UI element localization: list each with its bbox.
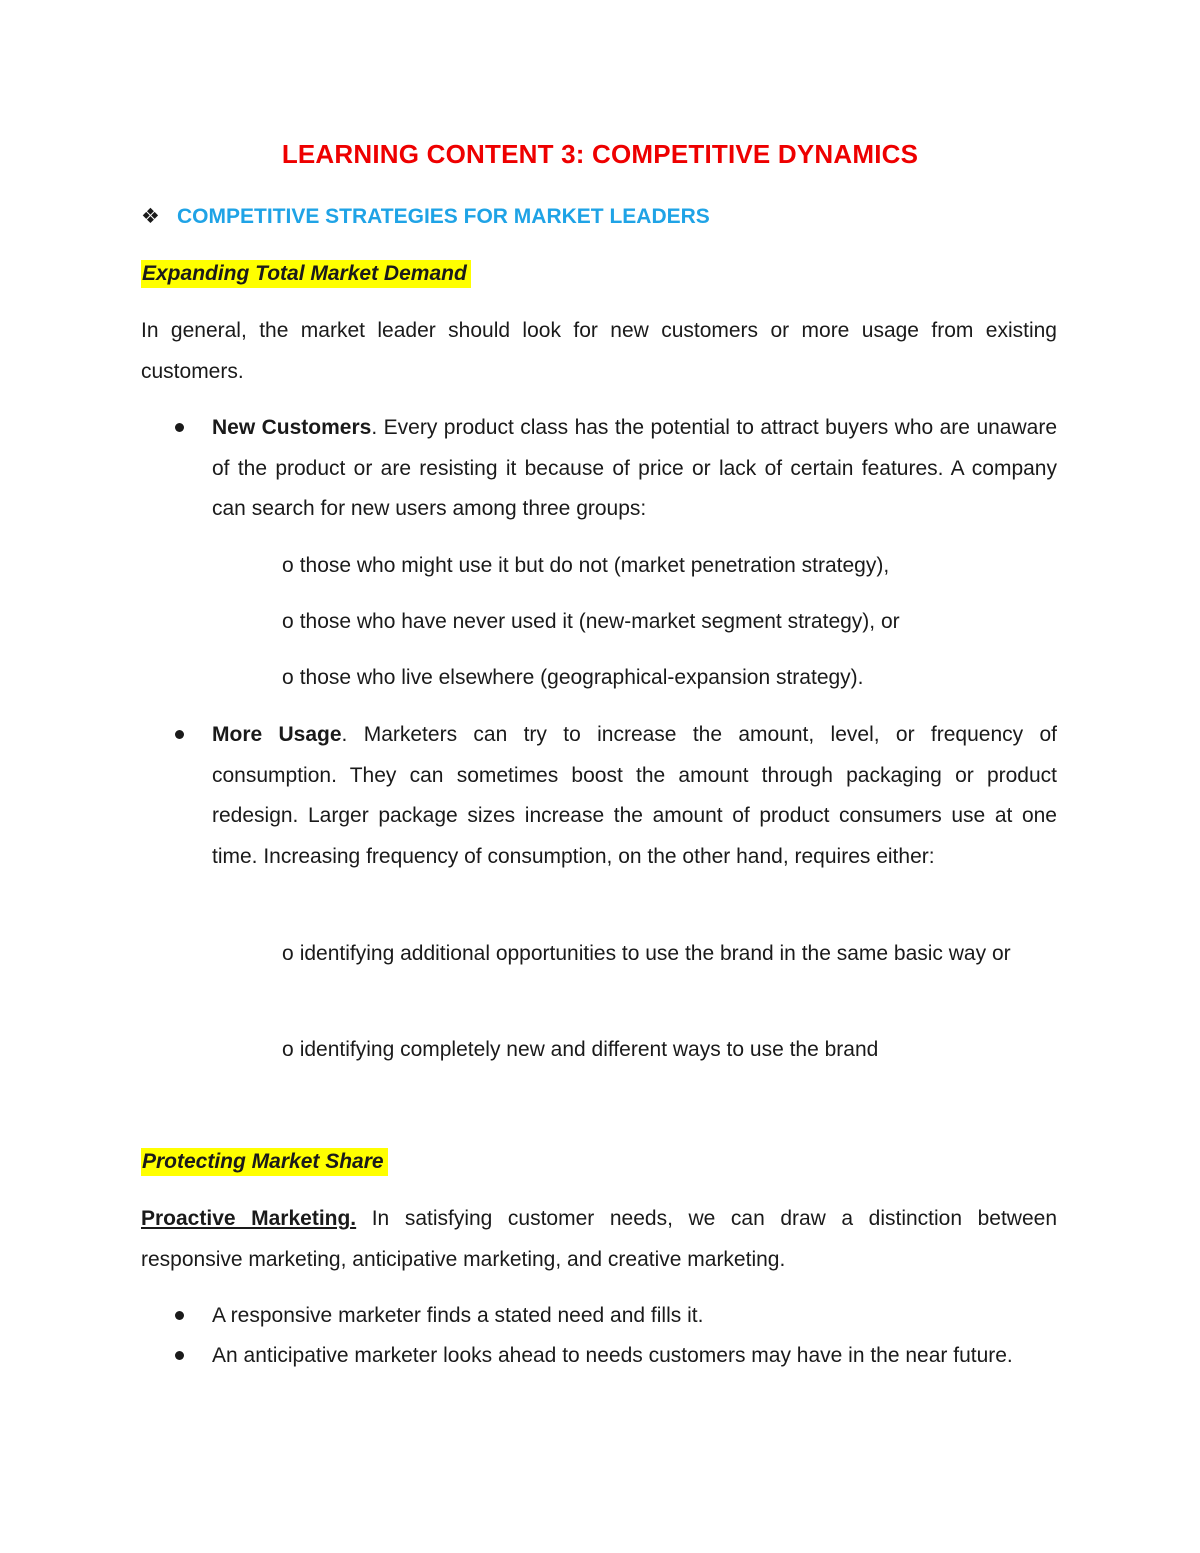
- section-heading-text: COMPETITIVE STRATEGIES FOR MARKET LEADERS: [177, 205, 710, 228]
- page-title: LEARNING CONTENT 3: COMPETITIVE DYNAMICS: [281, 139, 919, 169]
- highlight-heading-expanding: Expanding Total Market Demand: [141, 260, 471, 288]
- highlight-heading-protecting: Protecting Market Share: [141, 1148, 388, 1176]
- bullet-lead: More Usage: [212, 723, 342, 746]
- paragraph-intro: In general, the market leader should look for new customers or more usage from existing customers.: [141, 319, 1057, 383]
- bullet-text: . Marketers can try to increase the amount, level, or frequency of consumption. They can sometimes boost the amount through packaging or product redesign. Larger package sizes increase the amount of product consumers use at one time. Increasing frequency of consumption, on the other hand, requires either:: [212, 723, 1057, 868]
- section-heading: [141, 204, 710, 229]
- sub-item: [282, 658, 1057, 699]
- sub-item: [282, 934, 1057, 975]
- proactive-text: In satisfying customer needs, we can draw a distinction between responsive marketing, anticipative marketing, and creative marketing.: [141, 1207, 1058, 1271]
- sub-marker: o: [282, 1038, 294, 1061]
- bullet-new-customers: [212, 408, 1057, 530]
- sub-item-text: those who live elsewhere (geographical-expansion strategy).: [299, 666, 864, 689]
- sub-item: [282, 1030, 1057, 1071]
- bullet-lead: New Customers: [212, 416, 372, 439]
- sub-item: [282, 602, 1057, 643]
- sub-item-text: identifying additional opportunities to use the brand in the same basic way or: [299, 942, 1011, 965]
- bullet-text: . Every product class has the potential to attract buyers who are unaware of the product or are resisting it because of price or lack of certain features. A company can search for new users among three groups:: [212, 416, 1057, 520]
- diamond-bullet-icon: ❖: [141, 205, 160, 228]
- sub-marker: o: [282, 610, 294, 633]
- bullet-anticipative: An anticipative marketer looks ahead to needs customers may have in the near future.: [212, 1336, 1057, 1377]
- sub-item-text: those who have never used it (new-market segment strategy), or: [299, 610, 900, 633]
- bullet-more-usage: [212, 715, 1057, 877]
- sub-marker: o: [282, 554, 294, 577]
- proactive-lead: Proactive Marketing.: [141, 1207, 357, 1230]
- sub-marker: o: [282, 942, 294, 965]
- paragraph-proactive: [141, 1199, 1057, 1280]
- sub-marker: o: [282, 666, 294, 689]
- sub-item: [282, 546, 1057, 587]
- bullet-responsive: A responsive marketer finds a stated need and fills it.: [212, 1296, 1057, 1337]
- sub-item-text: those who might use it but do not (market penetration strategy),: [299, 554, 890, 577]
- sub-item-text: identifying completely new and different ways to use the brand: [299, 1038, 879, 1061]
